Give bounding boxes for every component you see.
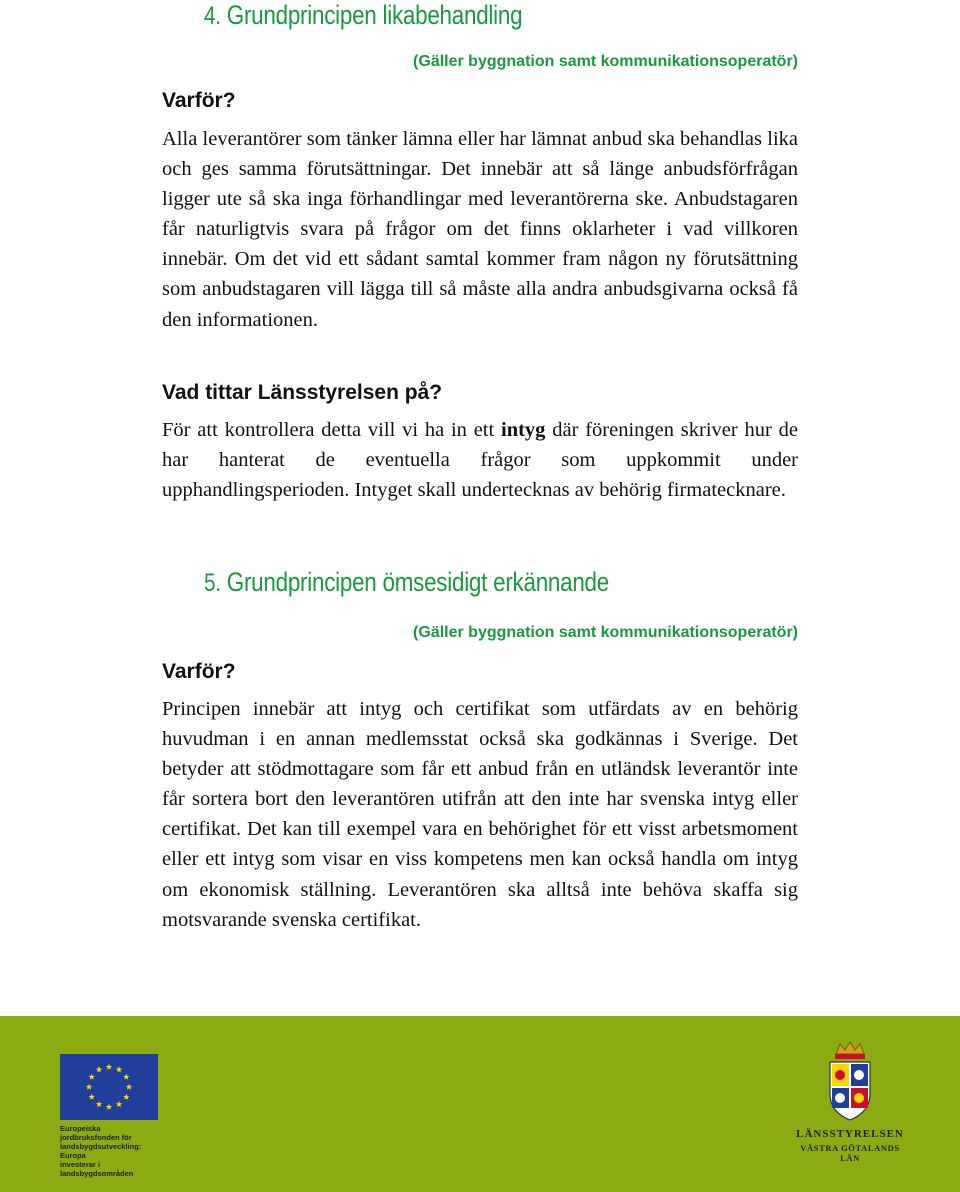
section-5-title (204, 567, 609, 598)
lansstyrelsen-region: VÄSTRA GÖTALANDS LÄN (800, 1143, 900, 1163)
eu-flag-icon (60, 1054, 158, 1120)
section-4-why-heading: Varför? (162, 89, 236, 112)
check-text-bold: intyg (501, 419, 546, 441)
section-4-title (204, 0, 522, 31)
section-5-scope: (Gäller byggnation samt kommunikationsoperatör) (413, 624, 798, 641)
section-5-title-text: Grundprincipen ömsesidigt erkännande (226, 567, 610, 597)
check-text-part2: där föreningen skriver hur de har hanterat de eventuella frågor som uppkommit under upphandlingsperioden. Intyget skall undertecknas av behörig firmatecknare. (162, 419, 799, 502)
section-5-why-heading: Varför? (162, 660, 236, 683)
section-4-why-paragraph: Alla leverantörer som tänker lämna eller har lämnat anbud ska behandlas lika och ges samma förutsättningar. Det innebär att så länge anbudsförfrågan ligger ute så ska inga förhandlingar med leverantörerna ske. Anbudstagaren får naturligtvis svara på frågor om det finns oklarheter i vad villkoren innebär. Om det vid ett sådant samtal kommer fram någon ny förutsättning som anbudstagaren vill lägga till så måste alla andra anbudsgivarna också få den informationen. (162, 128, 798, 331)
eu-logo (60, 1054, 162, 1178)
eu-caption-line: landsbygdsutveckling: Europa (60, 1142, 142, 1160)
eu-logo-caption (60, 1124, 162, 1178)
section-4-check-paragraph (162, 415, 798, 505)
eu-caption-line: investerar i landsbygdsområden (60, 1160, 134, 1178)
coat-of-arms-icon (824, 1040, 876, 1122)
lansstyrelsen-name: LÄNSSTYRELSEN (796, 1128, 904, 1140)
footer-band (0, 1016, 960, 1192)
section-4-scope: (Gäller byggnation samt kommunikationsoperatör) (413, 53, 798, 70)
section-4-title-text: Grundprincipen likabehandling (226, 0, 523, 30)
check-text-part1: För att kontrollera detta vill vi ha in ett (162, 419, 501, 441)
section-4-check-heading: Vad tittar Länsstyrelsen på? (162, 381, 443, 404)
eu-caption-line: Europeiska jordbruksfonden för (60, 1124, 132, 1142)
section-5-number: 5. (204, 569, 221, 597)
section-4-number: 4. (204, 2, 221, 30)
section-5-why-paragraph: Principen innebär att intyg och certifikat som utfärdats av en behörig huvudman i en annan medlemsstat också ska godkännas i Sverige. Det betyder att stödmottagare som får ett anbud från en utländsk leverantör inte får sortera bort den leverantören utifrån att den inte har svenska intyg eller certifikat. Det kan till exempel vara en behörighet för ett visst arbetsmoment eller ett intyg som visar en viss kompetens men kan också handla om intyg om ekonomisk ställning. Leverantören ska alltså inte behöva skaffa sig motsvarande svenska certifikat. (162, 698, 798, 931)
lansstyrelsen-logo (790, 1040, 910, 1163)
